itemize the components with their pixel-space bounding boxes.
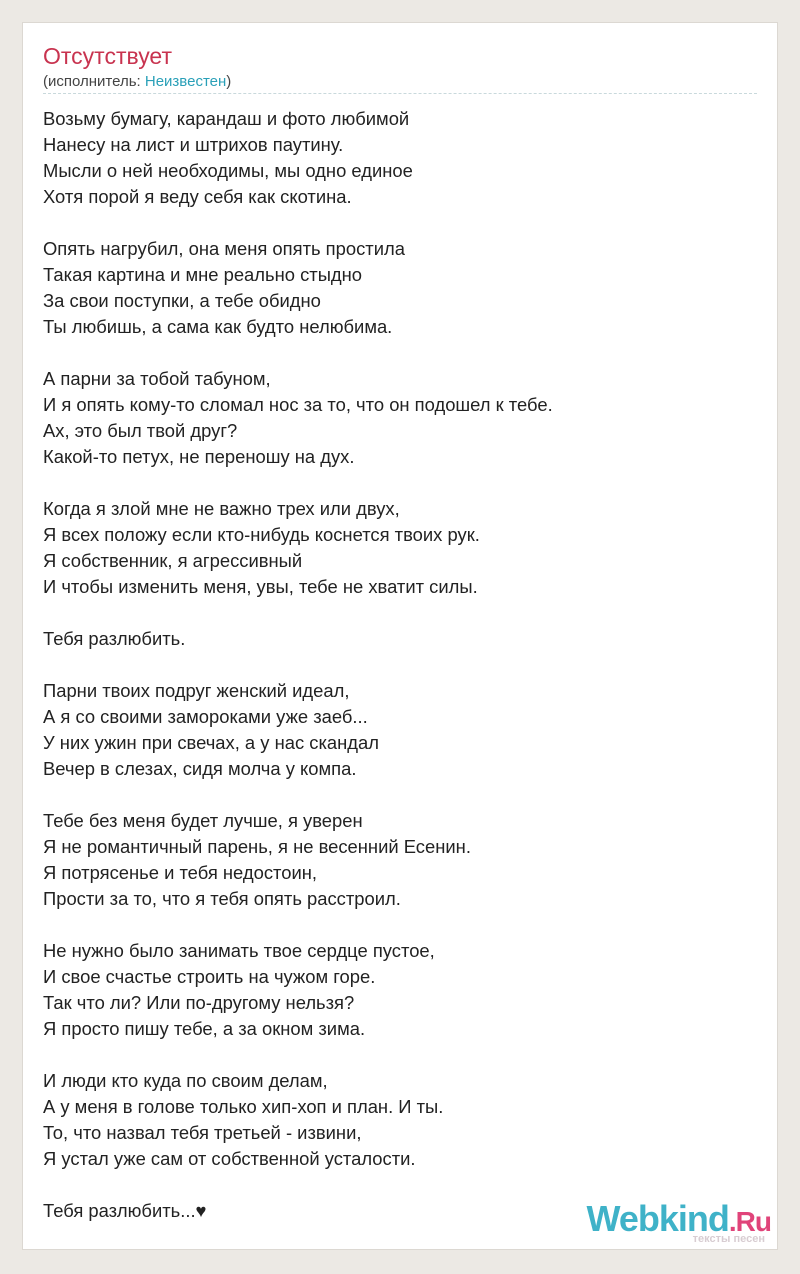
lyric-line: А у меня в голове только хип-хоп и план. И ты.	[43, 1096, 444, 1117]
lyric-blank-line	[43, 470, 743, 496]
lyric-line: Ах, это был твой друг?	[43, 420, 238, 441]
lyric-line: Я не романтичный парень, я не весенний Есенин.	[43, 836, 471, 857]
lyric-line: Хотя порой я веду себя как скотина.	[43, 186, 352, 207]
lyric-line: Когда я злой мне не важно трех или двух,	[43, 498, 400, 519]
logo-main-text: Webkind	[586, 1198, 729, 1239]
lyric-line: Прости за то, что я тебя опять расстроил.	[43, 888, 401, 909]
lyric-line: Я потрясенье и тебя недостоин,	[43, 862, 318, 883]
artist-line	[43, 73, 231, 91]
lyric-line: Я устал уже сам от собственной усталости.	[43, 1148, 416, 1169]
lyric-line: Опять нагрубил, она меня опять простила	[43, 238, 405, 259]
header-divider	[43, 93, 757, 94]
artist-prefix: (исполнитель:	[43, 73, 145, 90]
lyric-line: За свои поступки, а тебе обидно	[43, 290, 321, 311]
lyric-line: У них ужин при свечах, а у нас скандал	[43, 732, 379, 753]
lyric-line: Тебе без меня будет лучше, я уверен	[43, 810, 363, 831]
lyric-line: Возьму бумагу, карандаш и фото любимой	[43, 108, 410, 129]
webkind-logo[interactable]	[571, 1199, 771, 1247]
lyric-blank-line	[43, 912, 743, 938]
lyric-line: Я всех положу если кто-нибудь коснется твоих рук.	[43, 524, 480, 545]
lyric-line: Я просто пишу тебе, а за окном зима.	[43, 1018, 366, 1039]
lyric-blank-line	[43, 782, 743, 808]
lyric-blank-line	[43, 1172, 743, 1198]
logo-tld: .Ru	[728, 1206, 771, 1237]
lyric-blank-line	[43, 210, 743, 236]
artist-suffix: )	[226, 73, 232, 90]
lyric-line: Ты любишь, а сама как будто нелюбима.	[43, 316, 393, 337]
lyric-line: Такая картина и мне реально стыдно	[43, 264, 363, 285]
lyrics-text	[43, 106, 743, 1224]
lyrics-card	[22, 22, 778, 1250]
song-title: Отсутствует	[43, 43, 172, 69]
lyric-line: Мысли о ней необходимы, мы одно единое	[43, 160, 413, 181]
lyric-blank-line	[43, 600, 743, 626]
lyric-line: И чтобы изменить меня, увы, тебе не хватит силы.	[43, 576, 478, 597]
lyric-line: Тебя разлюбить.	[43, 628, 186, 649]
lyric-line: Какой-то петух, не переношу на дух.	[43, 446, 355, 467]
lyric-blank-line	[43, 340, 743, 366]
lyric-blank-line	[43, 652, 743, 678]
lyric-line: Так что ли? Или по-другому нельзя?	[43, 992, 355, 1013]
lyric-blank-line	[43, 1042, 743, 1068]
lyric-line: То, что назвал тебя третьей - извини,	[43, 1122, 362, 1143]
artist-link[interactable]: Неизвестен	[144, 73, 227, 90]
lyric-line: И люди кто куда по своим делам,	[43, 1070, 328, 1091]
lyric-line: Вечер в слезах, сидя молча у компа.	[43, 758, 357, 779]
lyric-line: Тебя разлюбить...♥	[43, 1200, 207, 1221]
lyric-line: А парни за тобой табуном,	[43, 368, 271, 389]
lyric-line: И свое счастье строить на чужом горе.	[43, 966, 376, 987]
lyric-line: Не нужно было занимать твое сердце пустое,	[43, 940, 435, 961]
logo-tagline: тексты песен	[692, 1233, 765, 1245]
lyric-line: И я опять кому-то сломал нос за то, что он подошел к тебе.	[43, 394, 553, 415]
lyric-line: Я собственник, я агрессивный	[43, 550, 303, 571]
lyric-line: А я со своими замороками уже заеб...	[43, 706, 368, 727]
lyric-line: Парни твоих подруг женский идеал,	[43, 680, 350, 701]
lyric-line: Нанесу на лист и штрихов паутину.	[43, 134, 344, 155]
